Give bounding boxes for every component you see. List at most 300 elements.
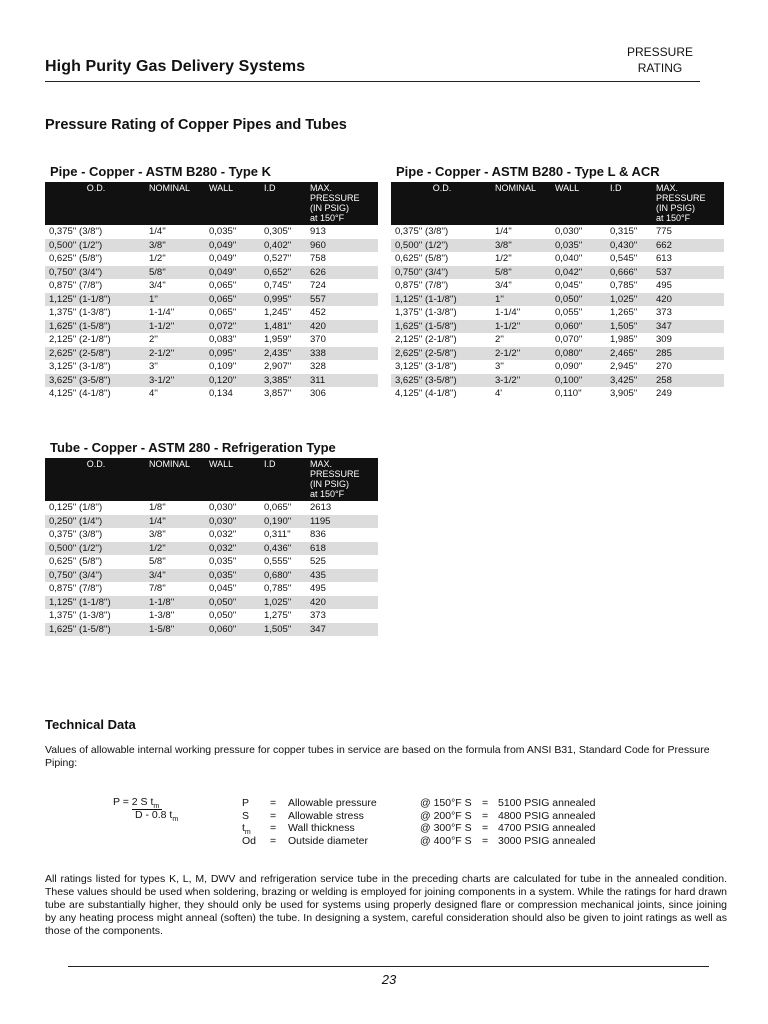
column-header-line: PRESSURE	[310, 193, 360, 203]
od-cell: 0,750'' (3/4'')	[45, 266, 145, 280]
nominal-cell: 2-1/2''	[145, 347, 205, 361]
od-cell: 0,125'' (1/8'')	[49, 502, 103, 513]
nominal-cell: 1''	[145, 293, 205, 307]
table-row	[391, 347, 724, 361]
id-cell: 0,785''	[610, 280, 638, 291]
id-cell: 2,435''	[260, 347, 306, 361]
od-cell: 2,125'' (2-1/8'')	[49, 334, 111, 345]
max-pressure-cell: 724	[310, 280, 326, 291]
max-pressure-cell: 420	[306, 320, 378, 334]
table-row	[391, 279, 724, 293]
legend-symbol-text: t	[242, 822, 245, 834]
wall-cell: 0,035''	[209, 226, 237, 237]
table-row	[45, 279, 378, 293]
nominal-cell: 1-1/4''	[495, 307, 521, 318]
od-cell: 1,125'' (1-1/8'')	[391, 293, 491, 307]
legend-symbol-text: P	[242, 797, 250, 809]
table-header-row	[45, 458, 378, 501]
id-cell: 0,065''	[264, 502, 292, 513]
table-row	[45, 528, 378, 542]
stress-row	[420, 810, 596, 823]
column-header-line: MAX.	[310, 183, 333, 193]
max-pressure-cell: 525	[310, 556, 326, 567]
id-cell: 1,025''	[260, 596, 306, 610]
formula-legend	[242, 797, 377, 847]
od-cell: 4,125'' (4-1/8'')	[49, 388, 111, 399]
table-row	[391, 387, 724, 401]
formula-denominator-sub: m	[172, 816, 179, 824]
od-cell: 0,500'' (1/2'')	[45, 542, 145, 556]
table-row	[45, 609, 378, 623]
nominal-cell: 1/8''	[149, 502, 166, 513]
max-pressure-cell: 662	[652, 239, 724, 253]
column-header-line: at 150°F	[310, 213, 345, 223]
table-row	[45, 306, 378, 320]
stress-value: 4800 PSIG annealed	[498, 809, 596, 822]
nominal-cell: 3''	[495, 361, 504, 372]
legend-equals: =	[270, 822, 277, 834]
table-row	[45, 501, 378, 515]
wall-cell: 0,120''	[205, 374, 260, 388]
formula-denominator	[135, 809, 178, 823]
id-cell: 0,527''	[264, 253, 292, 264]
id-cell: 2,907''	[264, 361, 292, 372]
column-header-line: PRESSURE	[656, 193, 706, 203]
table-row	[45, 225, 378, 239]
id-cell: 1,275''	[264, 610, 292, 621]
column-header-line: at 150°F	[310, 489, 345, 499]
column-header-line: MAX.	[310, 459, 333, 469]
max-pressure-cell: 420	[306, 596, 378, 610]
od-cell: 0,375'' (3/8'')	[49, 529, 103, 540]
column-header-max-pressure	[306, 182, 378, 225]
table-row	[391, 252, 724, 266]
table-title: Pipe - Copper - ASTM B280 - Type L & ACR	[396, 164, 660, 179]
id-cell: 3,857''	[264, 388, 292, 399]
od-cell: 0,750'' (3/4'')	[391, 266, 491, 280]
stress-value: 5100 PSIG annealed	[498, 797, 596, 809]
column-header-id: I.D	[260, 458, 306, 501]
nominal-cell: 3-1/2''	[145, 374, 205, 388]
table-title: Tube - Copper - ASTM 280 - Refrigeration Type	[50, 440, 336, 455]
max-pressure-cell: 249	[656, 388, 672, 399]
wall-cell: 0,065''	[205, 293, 260, 307]
od-cell: 1,625'' (1-5/8'')	[45, 320, 145, 334]
table-row	[391, 293, 724, 307]
footer-divider	[68, 966, 709, 967]
wall-cell: 0,110''	[555, 388, 582, 399]
column-header-line: MAX.	[656, 183, 679, 193]
id-cell: 0,545''	[610, 253, 638, 264]
technical-data-heading: Technical Data	[45, 717, 136, 732]
max-pressure-cell: 775	[656, 226, 672, 237]
table-title: Pipe - Copper - ASTM B280 - Type K	[50, 164, 272, 179]
table-row	[391, 360, 724, 374]
stress-condition: @ 200°F S	[420, 809, 472, 822]
nominal-cell: 3/8''	[149, 529, 166, 540]
page-title: Pressure Rating of Copper Pipes and Tubes	[45, 117, 347, 133]
id-cell: 1,505''	[606, 320, 652, 334]
max-pressure-cell: 373	[656, 307, 672, 318]
od-cell: 0,500'' (1/2'')	[391, 239, 491, 253]
nominal-cell: 1/2''	[149, 253, 166, 264]
od-cell: 0,875'' (7/8'')	[49, 280, 103, 291]
stress-row	[420, 822, 596, 835]
table-row	[45, 360, 378, 374]
column-header-line: (IN PSIG)	[656, 203, 696, 213]
stress-equals: =	[482, 809, 489, 822]
table-row	[45, 623, 378, 637]
column-header-max-pressure	[306, 458, 378, 501]
column-header-line: (IN PSIG)	[310, 479, 350, 489]
legend-equals: =	[270, 809, 277, 822]
od-cell: 0,750'' (3/4'')	[45, 569, 145, 583]
legend-equals: =	[270, 834, 277, 847]
max-pressure-cell: 420	[652, 293, 724, 307]
table-row	[45, 266, 378, 280]
max-pressure-cell: 495	[310, 583, 326, 594]
wall-cell: 0,050''	[551, 293, 606, 307]
nominal-cell: 7/8''	[149, 583, 166, 594]
nominal-cell: 1/4''	[495, 226, 512, 237]
table-row	[45, 333, 378, 347]
od-cell: 3,125'' (3-1/8'')	[49, 361, 111, 372]
wall-cell: 0,070''	[555, 334, 583, 345]
table-row	[391, 266, 724, 280]
max-pressure-cell: 495	[656, 280, 672, 291]
table-row	[391, 225, 724, 239]
nominal-cell: 1/2''	[145, 542, 205, 556]
max-pressure-cell: 613	[656, 253, 672, 264]
max-pressure-cell: 626	[306, 266, 378, 280]
formula-numerator-text: 2 S t	[131, 796, 154, 808]
wall-cell: 0,030''	[205, 515, 260, 529]
id-cell: 0,745''	[264, 280, 292, 291]
header-divider	[45, 81, 700, 82]
table-row	[45, 387, 378, 401]
pressure-table	[45, 458, 378, 636]
wall-cell: 0,080''	[551, 347, 606, 361]
od-cell: 1,625'' (1-5/8'')	[45, 623, 145, 637]
max-pressure-cell: 913	[310, 226, 326, 237]
max-pressure-cell: 758	[310, 253, 326, 264]
nominal-cell: 1/4''	[145, 515, 205, 529]
column-header-line: (IN PSIG)	[310, 203, 350, 213]
id-cell: 1,481''	[260, 320, 306, 334]
table-row	[391, 320, 724, 334]
column-header-max-pressure	[652, 182, 724, 225]
od-cell: 2,625'' (2-5/8'')	[45, 347, 145, 361]
id-cell: 2,945''	[610, 361, 638, 372]
nominal-cell: 5/8''	[149, 556, 166, 567]
max-pressure-cell: 370	[310, 334, 326, 345]
table-row	[391, 374, 724, 388]
nominal-cell: 1-5/8''	[145, 623, 205, 637]
table-row	[45, 320, 378, 334]
table-row	[45, 293, 378, 307]
max-pressure-cell: 618	[306, 542, 378, 556]
wall-cell: 0,035''	[205, 569, 260, 583]
type-k-table-block	[45, 164, 378, 401]
nominal-cell: 1-1/4''	[149, 307, 175, 318]
wall-cell: 0,100''	[551, 374, 606, 388]
refrigeration-table-block	[45, 440, 378, 636]
od-cell: 1,625'' (1-5/8'')	[391, 320, 491, 334]
wall-cell: 0,030''	[209, 502, 237, 513]
nominal-cell: 1-1/2''	[145, 320, 205, 334]
nominal-cell: 4''	[149, 388, 158, 399]
stress-equals: =	[482, 797, 489, 809]
od-cell: 1,125'' (1-1/8'')	[45, 293, 145, 307]
table-header-row	[45, 182, 378, 225]
formula-numerator	[113, 796, 162, 810]
stress-condition: @ 150°F S	[420, 797, 472, 809]
max-pressure-cell: 311	[306, 374, 378, 388]
nominal-cell: 3/4''	[145, 569, 205, 583]
table-row	[45, 252, 378, 266]
max-pressure-cell: 836	[310, 529, 326, 540]
id-cell: 0,436''	[260, 542, 306, 556]
nominal-cell: 3/8''	[145, 239, 205, 253]
id-cell: 3,385''	[260, 374, 306, 388]
legend-row	[242, 835, 377, 848]
stress-equals: =	[482, 834, 489, 847]
nominal-cell: 2''	[149, 334, 158, 345]
wall-cell: 0,060''	[205, 623, 260, 637]
od-cell: 0,625'' (5/8'')	[395, 253, 449, 264]
column-header-nominal: NOMINAL	[491, 182, 551, 225]
od-cell: 1,125'' (1-1/8'')	[45, 596, 145, 610]
max-pressure-cell: 960	[306, 239, 378, 253]
page-number: 23	[381, 972, 397, 987]
column-header-line: at 150°F	[656, 213, 691, 223]
stress-row	[420, 797, 596, 810]
nominal-cell: 4'	[495, 388, 503, 399]
legend-description: Wall thickness	[288, 822, 355, 834]
table-row	[45, 347, 378, 361]
column-header-wall: WALL	[205, 182, 260, 225]
table-row	[391, 333, 724, 347]
wall-cell: 0,049''	[209, 253, 237, 264]
id-cell: 0,555''	[264, 556, 292, 567]
table-row	[45, 596, 378, 610]
max-pressure-cell: 537	[652, 266, 724, 280]
stress-condition: @ 300°F S	[420, 822, 472, 834]
nominal-cell: 3/4''	[495, 280, 512, 291]
max-pressure-cell: 285	[652, 347, 724, 361]
ratings-note: All ratings listed for types K, L, M, DWV and refrigeration service tube in the preceding charts are calculated for tube in the annealed condition. These values should be used when soldering, brazing or welding is employed for joining components in a system. While the ratings for hard drawn tube are substantially higher, they should only be used for systems using properly designed flare or compression mechanical joints, since joining by any heating process might anneal (soften) the tube. In designing a system, careful consideration should also be given to joint ratings as well as those of the components.	[45, 873, 727, 937]
column-header-line: PRESSURE	[310, 469, 360, 479]
wall-cell: 0,109''	[209, 361, 237, 372]
od-cell: 0,375'' (3/8'')	[49, 226, 103, 237]
type-l-table-block	[391, 164, 724, 401]
id-cell: 0,305''	[264, 226, 292, 237]
od-cell: 0,875'' (7/8'')	[49, 583, 103, 594]
wall-cell: 0,040''	[555, 253, 583, 264]
nominal-cell: 1-1/2''	[491, 320, 551, 334]
wall-cell: 0,049''	[205, 266, 260, 280]
nominal-cell: 2''	[495, 334, 504, 345]
nominal-cell: 1''	[491, 293, 551, 307]
legend-row	[242, 810, 377, 823]
section-tag-line: RATING	[637, 61, 683, 75]
column-header-wall: WALL	[551, 182, 606, 225]
max-pressure-cell: 557	[306, 293, 378, 307]
wall-cell: 0,050''	[209, 610, 237, 621]
id-cell: 0,666''	[606, 266, 652, 280]
od-cell: 0,875'' (7/8'')	[395, 280, 449, 291]
nominal-cell: 3/4''	[149, 280, 166, 291]
max-pressure-cell: 258	[652, 374, 724, 388]
id-cell: 0,680''	[260, 569, 306, 583]
wall-cell: 0,072''	[205, 320, 260, 334]
od-cell: 1,375'' (1-3/8'')	[49, 307, 111, 318]
nominal-cell: 3/8''	[491, 239, 551, 253]
wall-cell: 0,035''	[551, 239, 606, 253]
column-header-od: O.D.	[391, 182, 491, 225]
id-cell: 2,465''	[606, 347, 652, 361]
id-cell: 3,425''	[606, 374, 652, 388]
id-cell: 0,402''	[260, 239, 306, 253]
max-pressure-cell: 452	[310, 307, 326, 318]
od-cell: 1,375'' (1-3/8'')	[49, 610, 111, 621]
legend-symbol-text: Od	[242, 834, 257, 847]
table-row	[45, 569, 378, 583]
max-pressure-cell: 270	[656, 361, 672, 372]
max-pressure-cell: 347	[652, 320, 724, 334]
column-header-nominal: NOMINAL	[145, 458, 205, 501]
wall-cell: 0,032''	[205, 542, 260, 556]
legend-description: Allowable pressure	[288, 797, 377, 809]
wall-cell: 0,065''	[209, 307, 237, 318]
wall-cell: 0,045''	[555, 280, 583, 291]
id-cell: 3,905''	[610, 388, 638, 399]
stress-value: 3000 PSIG annealed	[498, 834, 596, 847]
wall-cell: 0,049''	[205, 239, 260, 253]
wall-cell: 0,035''	[209, 556, 237, 567]
max-pressure-cell: 347	[306, 623, 378, 637]
legend-symbol-text: S	[242, 809, 250, 822]
max-pressure-cell: 338	[306, 347, 378, 361]
wall-cell: 0,050''	[205, 596, 260, 610]
max-pressure-cell: 373	[310, 610, 326, 621]
wall-cell: 0,134	[209, 388, 233, 399]
od-cell: 0,375'' (3/8'')	[395, 226, 449, 237]
nominal-cell: 1/2''	[495, 253, 512, 264]
legend-description: Outside diameter	[288, 834, 368, 847]
od-cell: 1,375'' (1-3/8'')	[395, 307, 457, 318]
table-row	[45, 582, 378, 596]
nominal-cell: 1-3/8''	[149, 610, 175, 621]
table-row	[45, 542, 378, 556]
nominal-cell: 2-1/2''	[491, 347, 551, 361]
column-header-nominal: NOMINAL	[145, 182, 205, 225]
max-pressure-cell: 1195	[306, 515, 378, 529]
stress-row	[420, 835, 596, 848]
id-cell: 1,505''	[260, 623, 306, 637]
document-header-title: High Purity Gas Delivery Systems	[45, 58, 306, 75]
max-pressure-cell: 306	[310, 388, 326, 399]
od-cell: 0,250'' (1/4'')	[45, 515, 145, 529]
od-cell: 2,625'' (2-5/8'')	[391, 347, 491, 361]
table-row	[45, 374, 378, 388]
table-row	[391, 239, 724, 253]
max-pressure-cell: 435	[306, 569, 378, 583]
formula-numerator-sub: m	[153, 803, 160, 811]
od-cell: 3,125'' (3-1/8'')	[395, 361, 457, 372]
column-header-id: I.D	[606, 182, 652, 225]
legend-description: Allowable stress	[288, 809, 364, 822]
stress-equals: =	[482, 822, 489, 834]
wall-cell: 0,095''	[205, 347, 260, 361]
id-cell: 0,785''	[264, 583, 292, 594]
wall-cell: 0,065''	[209, 280, 237, 291]
id-cell: 0,430''	[606, 239, 652, 253]
wall-cell: 0,045''	[209, 583, 237, 594]
technical-data-intro: Values of allowable internal working pressure for copper tubes in service are based on the formula from ANSI B31, Standard Code for Pressure Piping:	[45, 744, 710, 769]
legend-row	[242, 797, 377, 810]
id-cell: 1,985''	[610, 334, 638, 345]
table-row	[45, 239, 378, 253]
legend-equals: =	[270, 797, 277, 809]
max-pressure-cell: 309	[656, 334, 672, 345]
id-cell: 1,245''	[264, 307, 292, 318]
od-cell: 4,125'' (4-1/8'')	[395, 388, 457, 399]
nominal-cell: 5/8''	[145, 266, 205, 280]
wall-cell: 0,032''	[209, 529, 237, 540]
nominal-cell: 3''	[149, 361, 158, 372]
stress-value: 4700 PSIG annealed	[498, 822, 596, 834]
table-header-row	[391, 182, 724, 225]
nominal-cell: 1-1/8''	[145, 596, 205, 610]
legend-symbol-sub: m	[244, 829, 251, 837]
allowable-stress-list	[420, 797, 596, 847]
legend-row	[242, 822, 377, 835]
table-row	[45, 515, 378, 529]
od-cell: 3,625'' (3-5/8'')	[391, 374, 491, 388]
nominal-cell: 5/8''	[491, 266, 551, 280]
id-cell: 0,315''	[610, 226, 638, 237]
section-tag	[620, 44, 700, 76]
column-header-id: I.D	[260, 182, 306, 225]
id-cell: 0,652''	[260, 266, 306, 280]
column-header-od: O.D.	[45, 182, 145, 225]
wall-cell: 0,030''	[555, 226, 583, 237]
max-pressure-cell: 2613	[310, 502, 332, 513]
formula-lhs: P =	[113, 796, 132, 808]
legend-symbol	[242, 835, 270, 853]
formula-denominator-text: D - 0.8 t	[135, 809, 173, 821]
wall-cell: 0,042''	[551, 266, 606, 280]
stress-condition: @ 400°F S	[420, 834, 472, 847]
id-cell: 0,311''	[264, 529, 291, 540]
od-cell: 3,625'' (3-5/8'')	[45, 374, 145, 388]
pressure-table	[45, 182, 378, 401]
id-cell: 0,995''	[260, 293, 306, 307]
wall-cell: 0,090''	[555, 361, 583, 372]
column-header-od: O.D.	[45, 458, 145, 501]
wall-cell: 0,055''	[555, 307, 583, 318]
wall-cell: 0,083''	[209, 334, 237, 345]
od-cell: 2,125'' (2-1/8'')	[395, 334, 457, 345]
section-tag-line: PRESSURE	[626, 45, 694, 59]
od-cell: 0,625'' (5/8'')	[49, 556, 103, 567]
nominal-cell: 1/4''	[149, 226, 166, 237]
id-cell: 1,959''	[264, 334, 292, 345]
wall-cell: 0,060''	[551, 320, 606, 334]
id-cell: 1,025''	[606, 293, 652, 307]
column-header-wall: WALL	[205, 458, 260, 501]
